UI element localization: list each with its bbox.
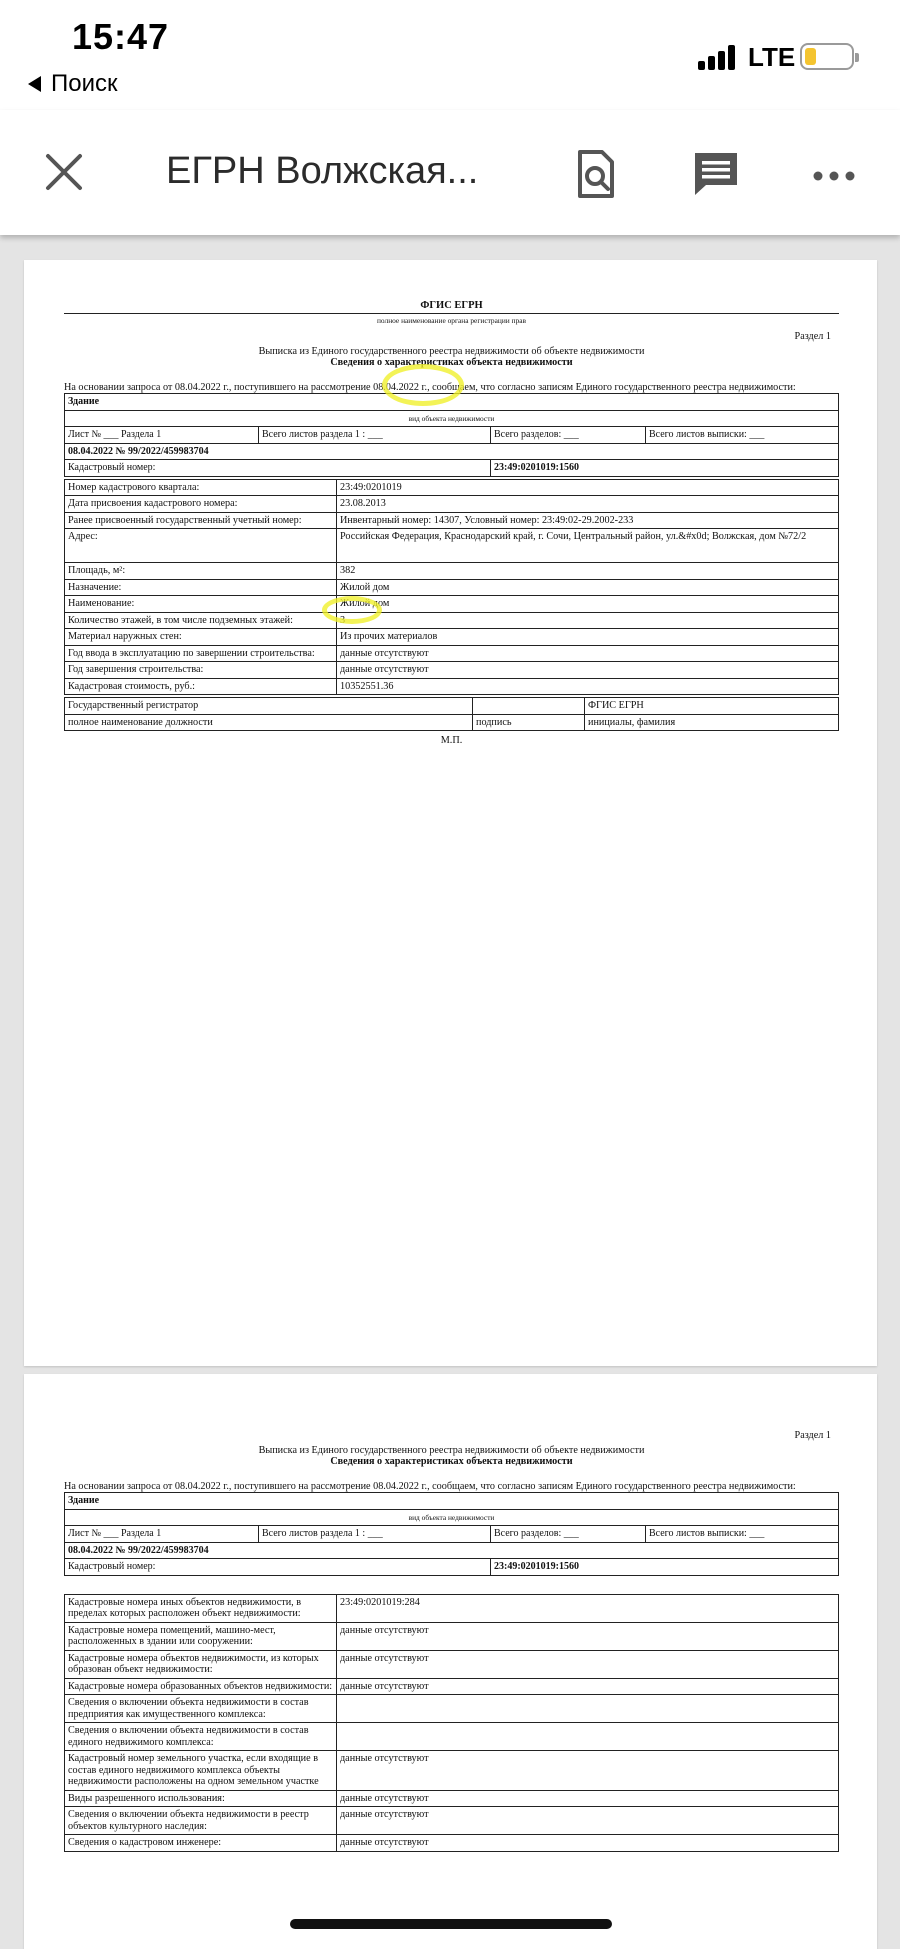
row-key: Кадастровые номера иных объектов недвижимости, в пределах которых расположен объект недвижимости: bbox=[65, 1594, 337, 1622]
row-key: Кадастровая стоимость, руб.: bbox=[65, 678, 337, 695]
object-type: Здание bbox=[65, 1493, 839, 1510]
table-row bbox=[65, 529, 839, 563]
viewer-toolbar bbox=[0, 110, 900, 235]
row-value: 23.08.2013 bbox=[337, 496, 839, 513]
table-row bbox=[65, 1622, 839, 1650]
find-in-page-icon[interactable] bbox=[570, 148, 622, 200]
row-value: 3 bbox=[337, 612, 839, 629]
signature-table bbox=[64, 697, 839, 731]
seal-place: М.П. bbox=[440, 735, 463, 746]
row-key: Наименование: bbox=[65, 596, 337, 613]
request-basis-text: На основании запроса от 08.04.2022 г., поступившего на рассмотрение 08.04.2022 г., сообщаем, что согласно записям Единого государственного реестра недвижимости: bbox=[64, 1481, 796, 1492]
table-row bbox=[65, 662, 839, 679]
table-row bbox=[65, 1678, 839, 1695]
row-value: Жилой дом bbox=[337, 596, 839, 613]
battery-icon bbox=[800, 43, 854, 70]
row-value bbox=[337, 1723, 839, 1751]
table-row bbox=[65, 563, 839, 580]
cadastral-number-label: Кадастровый номер: bbox=[65, 460, 491, 477]
position-caption: полное наименование должности bbox=[65, 714, 473, 731]
object-type-caption: вид объекта недвижимости bbox=[65, 1509, 839, 1526]
row-key: Площадь, м²: bbox=[65, 563, 337, 580]
characteristics-table-2 bbox=[64, 1594, 839, 1852]
cadastral-number-value: 23:49:0201019:1560 bbox=[491, 1559, 839, 1576]
row-value: данные отсутствуют bbox=[337, 1835, 839, 1852]
object-type: Здание bbox=[65, 394, 839, 411]
sections-total: Всего разделов: ___ bbox=[491, 427, 646, 444]
initials-caption: инициалы, фамилия bbox=[585, 714, 839, 731]
extract-subtitle: Сведения о характеристиках объекта недвижимости bbox=[330, 1456, 573, 1467]
row-value: 23:49:0201019 bbox=[337, 479, 839, 496]
row-value: данные отсутствуют bbox=[337, 1678, 839, 1695]
registrar-position: Государственный регистратор bbox=[65, 698, 473, 715]
sheet-number: Лист № ___ Раздела 1 bbox=[65, 1526, 259, 1543]
sheet-number: Лист № ___ Раздела 1 bbox=[65, 427, 259, 444]
section-number: Раздел 1 bbox=[794, 1430, 831, 1441]
row-value: Инвентарный номер: 14307, Условный номер: 23:49:02-29.2002-233 bbox=[337, 512, 839, 529]
table-row bbox=[65, 1594, 839, 1622]
row-key: Ранее присвоенный государственный учетный номер: bbox=[65, 512, 337, 529]
status-bar bbox=[0, 0, 900, 110]
row-key: Кадастровые номера помещений, машино-мест, расположенных в здании или сооружении: bbox=[65, 1622, 337, 1650]
document-page-1 bbox=[24, 260, 877, 1366]
request-basis-text: На основании запроса от 08.04.2022 г., поступившего на рассмотрение 08.04.2022 г., сообщаем, что согласно записям Единого государственного реестра недвижимости: bbox=[64, 382, 796, 393]
row-key: Номер кадастрового квартала: bbox=[65, 479, 337, 496]
extract-subtitle: Сведения о характеристиках объекта недвижимости bbox=[330, 357, 573, 368]
row-key: Сведения о кадастровом инженере: bbox=[65, 1835, 337, 1852]
highlight-area-mark bbox=[322, 596, 382, 624]
sheets-total: Всего листов выписки: ___ bbox=[646, 427, 839, 444]
row-value: 23:49:0201019:284 bbox=[337, 1594, 839, 1622]
cadastral-number-value: 23:49:0201019:1560 bbox=[491, 460, 839, 477]
row-key: Кадастровый номер земельного участка, если входящие в состав единого недвижимого комплекса объекты недвижимости расположены на одном земельном участке bbox=[65, 1751, 337, 1791]
row-key: Виды разрешенного использования: bbox=[65, 1790, 337, 1807]
row-value bbox=[337, 1695, 839, 1723]
row-value: данные отсутствуют bbox=[337, 662, 839, 679]
row-key: Кадастровые номера образованных объектов недвижимости: bbox=[65, 1678, 337, 1695]
org-caption: полное наименование органа регистрации прав bbox=[376, 316, 527, 325]
row-key: Год завершения строительства: bbox=[65, 662, 337, 679]
table-row bbox=[65, 496, 839, 513]
row-value: данные отсутствуют bbox=[337, 1622, 839, 1650]
row-key: Сведения о включении объекта недвижимости в состав предприятия как имущественного комплекса: bbox=[65, 1695, 337, 1723]
object-header-table bbox=[64, 1492, 839, 1576]
close-icon[interactable] bbox=[42, 150, 86, 194]
row-value: данные отсутствуют bbox=[337, 1650, 839, 1678]
home-indicator[interactable] bbox=[290, 1919, 612, 1929]
row-value: 382 bbox=[337, 563, 839, 580]
document-title: ЕГРН Волжская... bbox=[166, 150, 479, 192]
signature-caption: подпись bbox=[473, 714, 585, 731]
date-and-number: 08.04.2022 № 99/2022/459983704 bbox=[65, 443, 839, 460]
object-type-caption: вид объекта недвижимости bbox=[65, 410, 839, 427]
table-row bbox=[65, 1751, 839, 1791]
table-row bbox=[65, 579, 839, 596]
table-row bbox=[65, 596, 839, 613]
section-number: Раздел 1 bbox=[794, 331, 831, 342]
registrar-name: ФГИС ЕГРН bbox=[585, 698, 839, 715]
back-app-label: Поиск bbox=[51, 70, 118, 97]
table-row bbox=[65, 678, 839, 695]
row-key: Сведения о включении объекта недвижимости в состав единого недвижимого комплекса: bbox=[65, 1723, 337, 1751]
org-name: ФГИС ЕГРН bbox=[64, 300, 839, 314]
extract-title: Выписка из Единого государственного реестра недвижимости об объекте недвижимости bbox=[258, 346, 645, 357]
row-key: Адрес: bbox=[65, 529, 337, 563]
row-value: Из прочих материалов bbox=[337, 629, 839, 646]
row-key: Кадастровые номера объектов недвижимости, из которых образован объект недвижимости: bbox=[65, 1650, 337, 1678]
table-row bbox=[65, 512, 839, 529]
row-key: Сведения о включении объекта недвижимости в реестр объектов культурного наследия: bbox=[65, 1807, 337, 1835]
network-type: LTE bbox=[748, 42, 796, 72]
table-row bbox=[65, 1835, 839, 1852]
object-header-table bbox=[64, 393, 839, 477]
row-key: Материал наружных стен: bbox=[65, 629, 337, 646]
sheets-in-section: Всего листов раздела 1 : ___ bbox=[259, 1526, 491, 1543]
row-key: Назначение: bbox=[65, 579, 337, 596]
row-value: Жилой дом bbox=[337, 579, 839, 596]
document-page-2 bbox=[24, 1374, 877, 1949]
characteristics-table bbox=[64, 479, 839, 696]
sections-total: Всего разделов: ___ bbox=[491, 1526, 646, 1543]
row-key: Год ввода в эксплуатацию по завершении строительства: bbox=[65, 645, 337, 662]
row-value: данные отсутствуют bbox=[337, 1790, 839, 1807]
date-and-number: 08.04.2022 № 99/2022/459983704 bbox=[65, 1542, 839, 1559]
table-row bbox=[65, 1807, 839, 1835]
table-row bbox=[65, 479, 839, 496]
status-time: 15:47 bbox=[72, 16, 170, 57]
row-value: Российская Федерация, Краснодарский край, г. Сочи, Центральный район, ул.&#x0d; Волжская, дом №72/2 bbox=[337, 529, 839, 563]
table-row bbox=[65, 629, 839, 646]
table-row bbox=[65, 1790, 839, 1807]
cadastral-number-label: Кадастровый номер: bbox=[65, 1559, 491, 1576]
row-key: Дата присвоения кадастрового номера: bbox=[65, 496, 337, 513]
table-row bbox=[65, 1723, 839, 1751]
sheets-total: Всего листов выписки: ___ bbox=[646, 1526, 839, 1543]
table-row bbox=[65, 1695, 839, 1723]
sheets-in-section: Всего листов раздела 1 : ___ bbox=[259, 427, 491, 444]
table-row bbox=[65, 1650, 839, 1678]
signal-icon bbox=[698, 44, 738, 70]
row-value: данные отсутствуют bbox=[337, 1751, 839, 1791]
comment-icon[interactable] bbox=[690, 148, 742, 200]
row-key: Количество этажей, в том числе подземных этажей: bbox=[65, 612, 337, 629]
more-icon[interactable] bbox=[808, 148, 860, 200]
row-value: 10352551.36 bbox=[337, 678, 839, 695]
row-value: данные отсутствуют bbox=[337, 645, 839, 662]
table-row bbox=[65, 645, 839, 662]
row-value: данные отсутствуют bbox=[337, 1807, 839, 1835]
extract-title: Выписка из Единого государственного реестра недвижимости об объекте недвижимости bbox=[258, 1445, 645, 1456]
highlight-date-mark bbox=[382, 364, 464, 406]
back-triangle-icon bbox=[28, 76, 41, 92]
table-row bbox=[65, 612, 839, 629]
back-to-app-button[interactable] bbox=[28, 70, 118, 98]
